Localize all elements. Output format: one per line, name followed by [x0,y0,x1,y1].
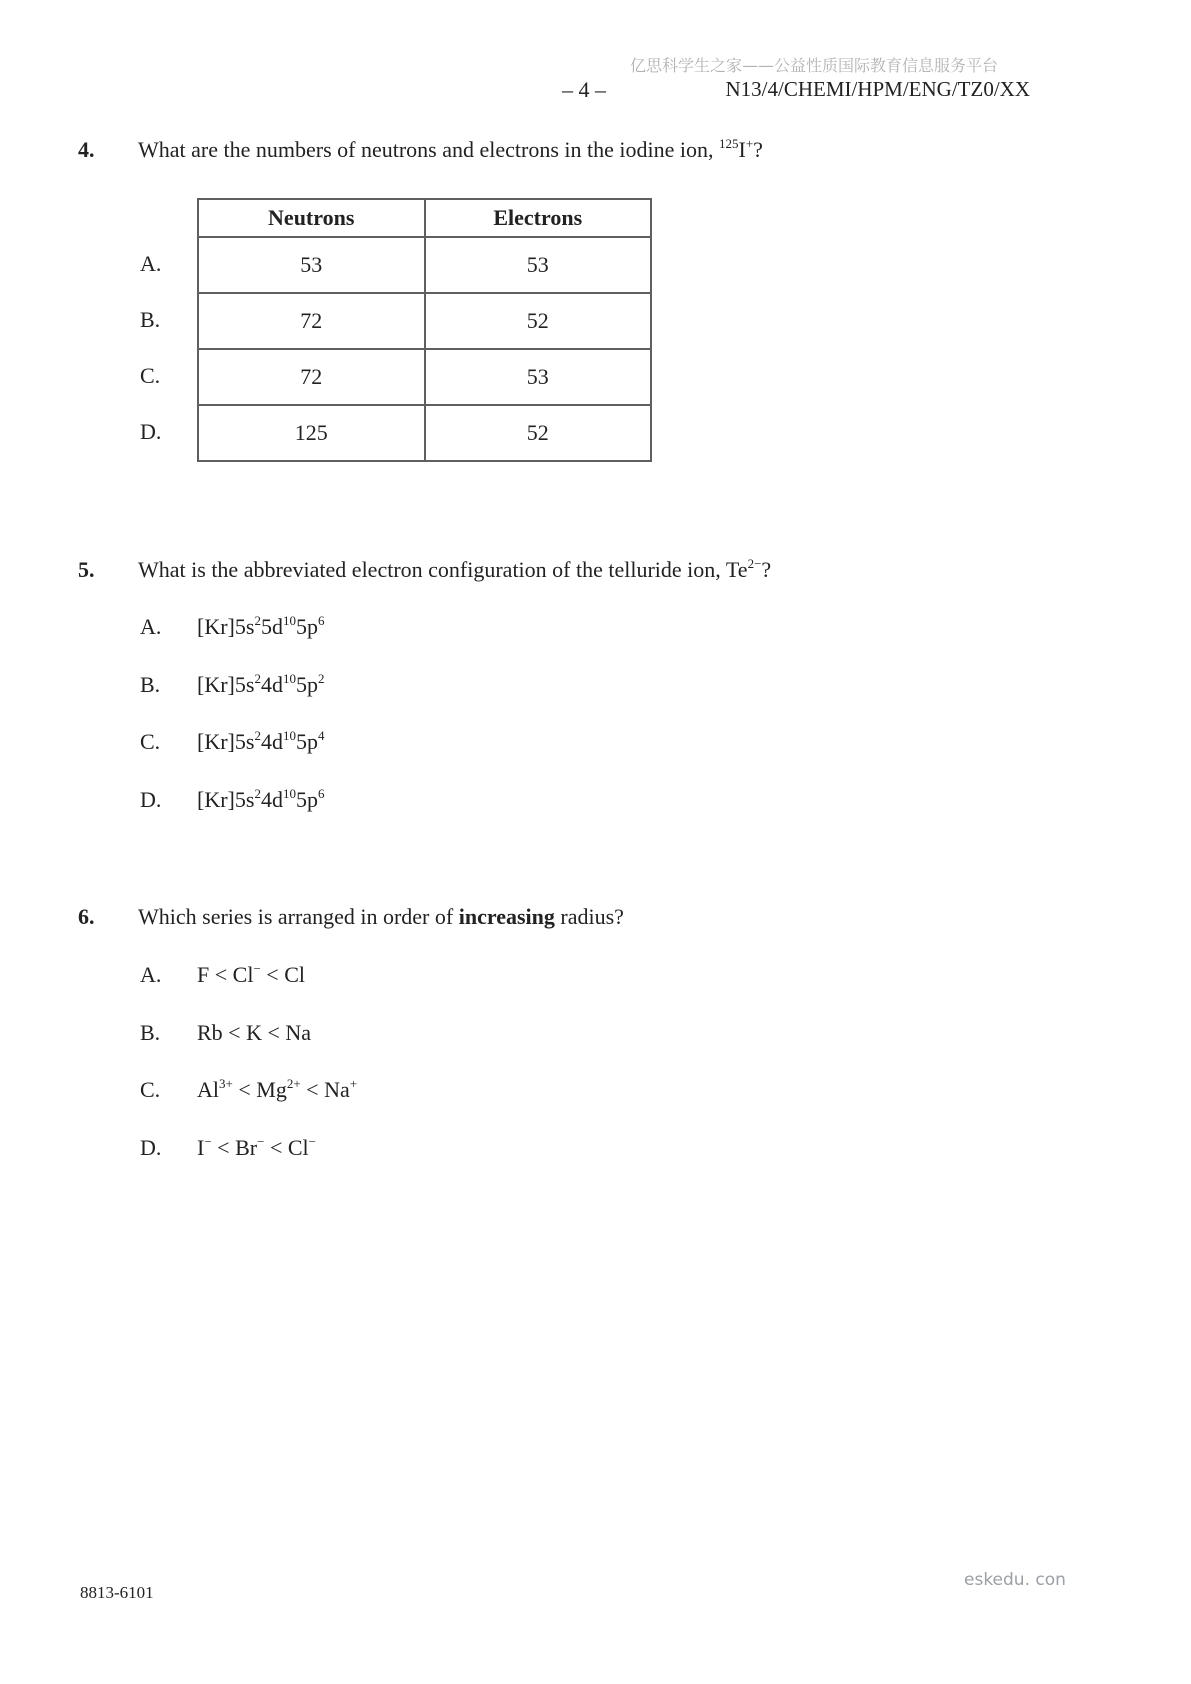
q6-option-d-label: D. [140,1135,162,1160]
table-row [198,237,651,293]
q5-option-c-label: C. [140,729,161,754]
q5-option-a-label: A. [140,614,162,639]
q4-row-d-electrons: 52 [425,405,652,461]
question-6-number: 6. [78,904,95,929]
q4-option-b-label: B. [140,307,161,332]
q6-option-a-label: A. [140,962,162,987]
question-5 [78,556,771,584]
q6-option-b [140,1019,311,1047]
table-row [198,405,651,461]
header-watermark-text: 亿思科学生之家——公益性质国际教育信息服务平台 [630,56,999,75]
q5-option-d-formula: $[Kr]5s^24d^{10}5p^6$ [197,786,325,812]
q6-option-c [140,1076,357,1104]
q5-option-b [140,671,324,699]
q4-row-c-neutrons: 72 [198,349,425,405]
page-number: – 4 – [562,77,606,102]
question-4 [78,136,763,164]
q6-option-a-formula: F < Cl− < Cl [197,961,305,987]
q5-option-b-formula: $[Kr]5s^24d^{10}5p^2$ [197,671,325,697]
q5-option-a [140,613,324,641]
question-5-text: What is the abbreviated electron configuration of the telluride ion, $Te^{2-}$? [138,556,772,582]
q4-option-d-label: D. [140,419,162,444]
q6-option-d-formula: I− < Br− < Cl− [197,1134,316,1160]
q6-option-d [140,1134,316,1162]
paper-code: N13/4/CHEMI/HPM/ENG/TZ0/XX [725,77,1030,101]
q6-option-a [140,961,305,989]
footer-watermark-text: eskedu. con [964,1570,1066,1590]
q4-row-d-neutrons: 125 [198,405,425,461]
question-4-text: What are the numbers of neutrons and electrons in the iodine ion, $^{125}$I+? [138,136,763,162]
q5-option-c-formula: $[Kr]5s^24d^{10}5p^4$ [197,728,325,754]
q5-option-d [140,786,324,814]
q4-table-header-row [198,199,651,237]
question-5-number: 5. [78,557,95,582]
q4-row-a-neutrons: 53 [198,237,425,293]
exam-paper-code: 8813-6101 [80,1583,154,1602]
q5-option-c [140,728,324,756]
q6-option-c-label: C. [140,1077,161,1102]
q4-answer-table [197,198,652,462]
q4-header-electrons: Electrons [425,199,652,237]
table-row [198,293,651,349]
q5-option-d-label: D. [140,787,162,812]
q6-option-b-label: B. [140,1020,161,1045]
q4-row-b-electrons: 52 [425,293,652,349]
q5-option-b-label: B. [140,672,161,697]
q4-option-a-label: A. [140,251,162,276]
question-6-text: Which series is arranged in order of increasing radius? [138,904,624,929]
q4-header-neutrons: Neutrons [198,199,425,237]
q5-option-a-formula: $[Kr]5s^25d^{10}5p^6$ [197,613,325,639]
q4-row-b-neutrons: 72 [198,293,425,349]
q4-row-a-electrons: 53 [425,237,652,293]
q4-option-c-label: C. [140,363,161,388]
question-4-number: 4. [78,137,95,162]
q6-option-c-formula: $Al^{3+} < Mg^{2+} < Na^+$ [197,1076,358,1102]
q6-option-b-formula: Rb < K < Na [197,1020,312,1045]
table-row [198,349,651,405]
q4-row-c-electrons: 53 [425,349,652,405]
question-6 [78,903,624,931]
